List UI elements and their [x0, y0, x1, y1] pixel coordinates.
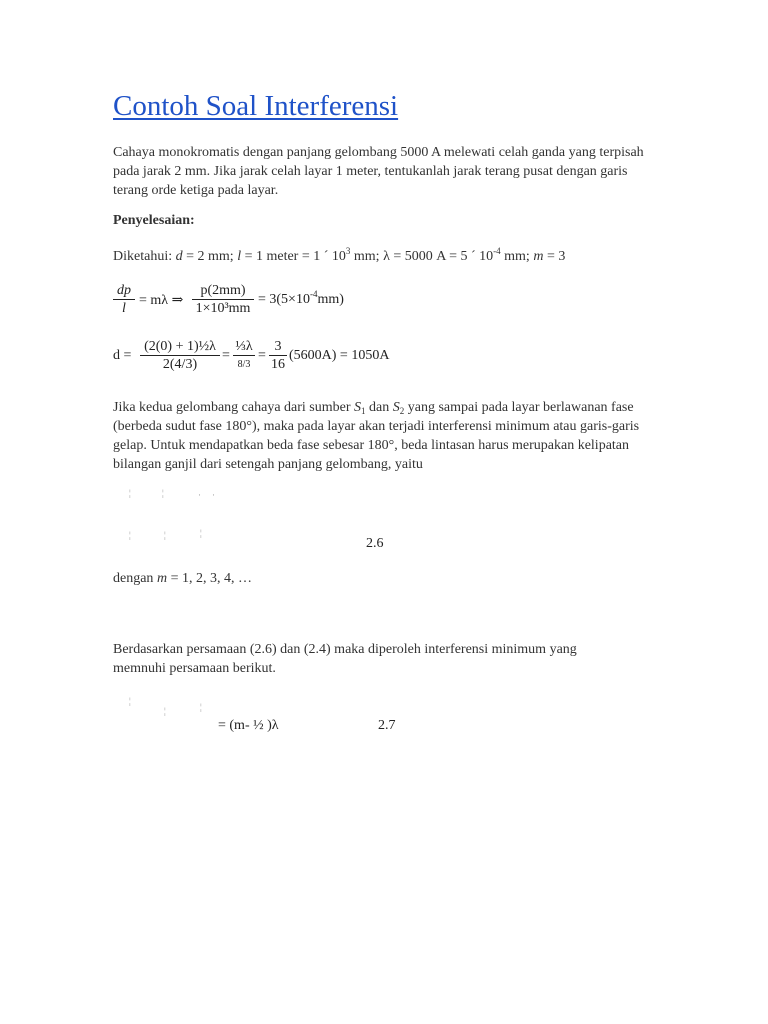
- eq1-lhs-fraction: [113, 282, 135, 317]
- eq2-fraction-1: [140, 338, 220, 373]
- lambda-exponent: -4: [493, 246, 501, 256]
- broken-glyph-mark: ·: [212, 490, 215, 500]
- eq2-tail: (5600A) = 1050A: [289, 348, 390, 363]
- eq2-f3-num: 3: [274, 339, 282, 354]
- var-d: d: [175, 249, 183, 264]
- destructive-interference-paragraph: [113, 398, 658, 474]
- broken-glyph-mark: ·: [198, 490, 201, 500]
- m-values-tail: = 1, 2, 3, 4, …: [167, 571, 252, 586]
- broken-glyph-mark: ¦: [129, 488, 131, 498]
- eq1-mid: = mλ ⇒: [139, 293, 184, 308]
- eq1-result-tail: mm): [317, 292, 344, 307]
- m-values-var: m: [156, 571, 168, 586]
- m-values-prefix: dengan: [113, 571, 157, 586]
- var-l: l: [237, 249, 242, 264]
- eq2-f3-den: 16: [271, 357, 285, 372]
- eq1-lhs-den: l: [122, 301, 126, 316]
- eq2-f1-den: 2(4/3): [162, 357, 198, 372]
- eq1-rhs-den: 1×10³mm: [195, 301, 251, 316]
- eq2-equals-a: =: [222, 348, 230, 363]
- lambda-value: mm; λ = 5000 A = 5 ´ 10: [350, 249, 494, 264]
- problem-paragraph: Cahaya monokromatis dengan panjang gelombang 5000 A melewati celah ganda yang terpisah pada jarak 2 mm. Jika jarak celah layar 1 meter, tentukanlah jarak terang pusat dengan garis terang orde ketiga pada layar.: [113, 145, 644, 198]
- equation-label-2-7: 2.7: [378, 718, 396, 733]
- eq2-fraction-3: [269, 338, 287, 373]
- p2-text-2: dan: [365, 400, 393, 415]
- m-value: = 3: [543, 249, 566, 264]
- eq1-result-exp: -4: [309, 289, 318, 299]
- p2-text-3: yang sampai pada layar berlawanan fase (berbeda sudut fase 180°), maka pada layar akan terjadi interferensi minimum atau garis-garis gelap. Untuk mendapatkan beda fase sebesar 180°, beda lintasan harus merupakan kelipatan bilangan ganjil dari setengah panjang gelombang, yaitu: [113, 400, 640, 472]
- minimum-interference-paragraph: Berdasarkan persamaan (2.6) dan (2.4) maka diperoleh interferensi minimum yang memnuhi persamaan berikut.: [113, 642, 577, 676]
- known-values-line: [113, 246, 566, 265]
- broken-glyph-mark: ¦: [200, 702, 202, 712]
- solution-heading: Penyelesaian:: [113, 213, 195, 228]
- m-values-line: [113, 571, 252, 587]
- eq1-rhs-fraction: [192, 282, 254, 317]
- eq2-f2-den: 8/3: [237, 359, 251, 370]
- source-s2: S: [392, 400, 400, 415]
- lambda-unit: mm;: [500, 249, 534, 264]
- broken-glyph-mark: ¦: [164, 706, 166, 716]
- broken-glyph-mark: ¦: [162, 488, 164, 498]
- eq1-rhs-num: p(2mm): [200, 283, 246, 298]
- broken-glyph-mark: ¦: [164, 530, 166, 540]
- eq2-lhs: d =: [113, 348, 132, 363]
- source-s2-sub: 2: [399, 406, 405, 416]
- equation-label-2-6: 2.6: [366, 536, 384, 551]
- known-prefix: Diketahui:: [113, 249, 176, 264]
- equation-2-7-body: = (m- ½ )λ: [218, 718, 279, 733]
- broken-glyph-mark: ¦: [129, 696, 131, 706]
- p2-text-1: Jika kedua gelombang cahaya dari sumber: [113, 400, 355, 415]
- broken-glyph-mark: ¦: [200, 528, 202, 538]
- broken-glyph-mark: ¦: [129, 530, 131, 540]
- eq2-equals-b: =: [258, 348, 266, 363]
- page-title[interactable]: Contoh Soal Interferensi: [113, 90, 399, 122]
- eq2-fraction-2: [233, 338, 255, 373]
- eq2-f2-num: ⅓λ: [235, 339, 253, 354]
- eq1-lhs-num: dp: [117, 283, 131, 298]
- source-s1: S: [354, 400, 362, 415]
- d-value: = 2 mm;: [182, 249, 238, 264]
- l-value: = 1 meter = 1 ´ 10: [241, 249, 346, 264]
- l-exponent: 3: [345, 246, 351, 256]
- source-s1-sub: 1: [361, 406, 366, 416]
- eq2-f1-num: (2(0) + 1)½λ: [144, 339, 216, 354]
- eq1-result: [258, 289, 344, 308]
- eq1-result-main: = 3(5×10: [258, 292, 310, 307]
- var-m: m: [533, 249, 544, 264]
